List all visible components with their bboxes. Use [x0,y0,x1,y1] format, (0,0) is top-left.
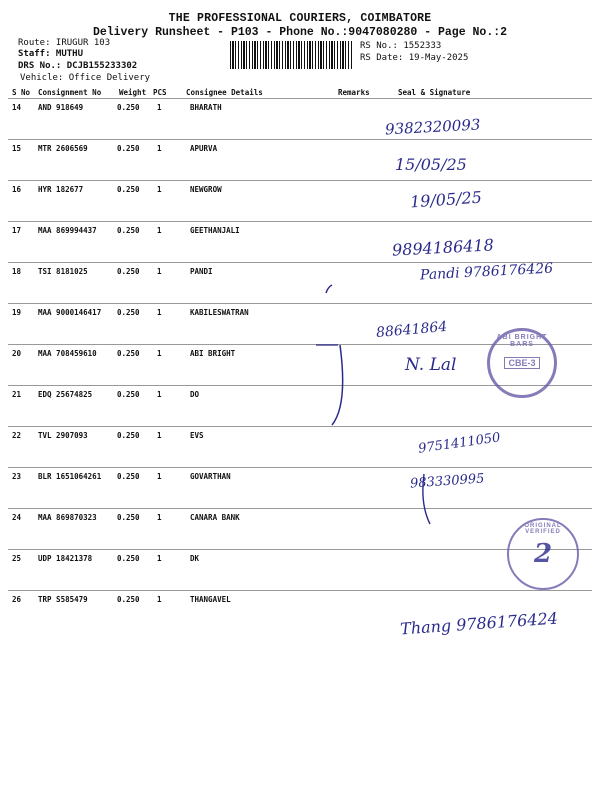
row-weight: 0.250 [117,390,140,399]
row-weight: 0.250 [117,185,140,194]
rs-number: RS No.: 1552333 [360,41,442,51]
row-consignee: NEWGROW [190,185,222,194]
row-weight: 0.250 [117,595,140,604]
row-consignee: GEETHANJALI [190,226,240,235]
row-weight: 0.250 [117,226,140,235]
barcode [230,41,352,69]
route-label: Route: IRUGUR 103 [18,38,111,48]
row-consignment: AND 918649 [38,103,84,112]
row-pcs: 1 [157,267,162,276]
col-sno: S No [12,88,31,97]
row-weight: 0.250 [117,472,140,481]
row-pcs: 1 [157,226,162,235]
row-consignee: APURVA [190,144,218,153]
row-pcs: 1 [157,144,162,153]
pen-mark [418,470,448,530]
col-consignee: Consignee Details [186,88,263,97]
original-verified-stamp [507,518,579,590]
row-consignment: MAA 869994437 [38,226,97,235]
stamp-text: ORIGINAL VERIFIED [524,523,562,535]
signature-19: 88641864 [375,318,448,342]
row-weight: 0.250 [117,431,140,440]
row-consignee: ABI BRIGHT [190,349,236,358]
row-consignee: DK [190,554,200,563]
rs-date: RS Date: 19-May-2025 [360,53,469,63]
row-sno: 22 [12,431,22,440]
table-row [0,222,600,263]
row-pcs: 1 [157,349,162,358]
row-weight: 0.250 [117,144,140,153]
row-pcs: 1 [157,185,162,194]
row-pcs: 1 [157,595,162,604]
row-pcs: 1 [157,390,162,399]
table-row [0,181,600,222]
row-pcs: 1 [157,103,162,112]
row-sno: 24 [12,513,22,522]
row-pcs: 1 [157,308,162,317]
signature-14: 9382320093 [384,115,481,139]
drs-number: DRS No.: DCJB155233302 [18,61,138,71]
staff-label: Staff: MUTHU [18,49,84,59]
row-weight: 0.250 [117,103,140,112]
table-row [0,427,600,468]
row-weight: 0.250 [117,308,140,317]
row-consignment: TSI 8181025 [38,267,88,276]
row-sno: 23 [12,472,22,481]
row-pcs: 1 [157,472,162,481]
row-consignment: HYR 182677 [38,185,84,194]
signature-16: 19/05/25 [409,187,483,212]
row-sno: 15 [12,144,22,153]
runsheet-title: Delivery Runsheet - P103 - Phone No.:9047080280 - Page No.:2 [92,26,508,39]
vehicle-label: Vehicle: Office Delivery [20,73,151,83]
table-row [0,468,600,509]
row-consignment: BLR 1651064261 [38,472,102,481]
row-consignee: KABILESWATRAN [190,308,249,317]
signature-17: 9894186418 [391,235,495,260]
row-pcs: 1 [157,513,162,522]
row-consignment: TRP S585479 [38,595,88,604]
col-signature: Seal & Signature [398,88,471,97]
row-consignee: DO [190,390,200,399]
row-weight: 0.250 [117,349,140,358]
row-consignment: MTR 2606569 [38,144,88,153]
col-pcs: PCS [153,88,167,97]
row-sno: 25 [12,554,22,563]
row-consignment: MAA 9000146417 [38,308,102,317]
row-sno: 19 [12,308,22,317]
stamp-signature: 2 [533,539,553,569]
signature-20: N. Lal [405,355,457,375]
row-consignment: EDQ 25674825 [38,390,93,399]
col-consignment: Consignment No [38,88,102,97]
abi-bright-stamp [487,328,557,398]
col-remarks: Remarks [338,88,370,97]
signature-18: Pandi 9786176426 [419,260,554,284]
row-sno: 17 [12,226,22,235]
stamp-center: CBE-3 [504,357,539,369]
row-consignee: GOVARTHAN [190,472,231,481]
row-consignee: BHARATH [190,103,222,112]
row-sno: 21 [12,390,22,399]
row-consignee: THANGAVEL [190,595,231,604]
row-consignment: UDP 18421378 [38,554,93,563]
row-consignee: CANARA BANK [190,513,240,522]
company-title: THE PROFESSIONAL COURIERS, COIMBATORE [168,12,432,25]
table-row [0,140,600,181]
row-sno: 16 [12,185,22,194]
col-weight: Weight [119,88,147,97]
signature-22: 9751411050 [417,430,502,457]
row-consignment: MAA 708459610 [38,349,97,358]
signature-23: 983330995 [409,471,485,492]
row-consignment: TVL 2907093 [38,431,88,440]
row-weight: 0.250 [117,513,140,522]
row-consignment: MAA 869870323 [38,513,97,522]
row-sno: 18 [12,267,22,276]
row-sno: 26 [12,595,22,604]
row-sno: 14 [12,103,22,112]
row-weight: 0.250 [117,267,140,276]
pen-mark [310,275,370,435]
table-row [0,99,600,140]
row-weight: 0.250 [117,554,140,563]
signature-26: Thang 9786176424 [399,608,559,639]
row-pcs: 1 [157,554,162,563]
row-sno: 20 [12,349,22,358]
row-consignee: PANDI [190,267,213,276]
row-consignee: EVS [190,431,204,440]
signature-15: 15/05/25 [395,155,467,174]
row-pcs: 1 [157,431,162,440]
stamp-text: ABI BRIGHT BARS [496,334,548,348]
